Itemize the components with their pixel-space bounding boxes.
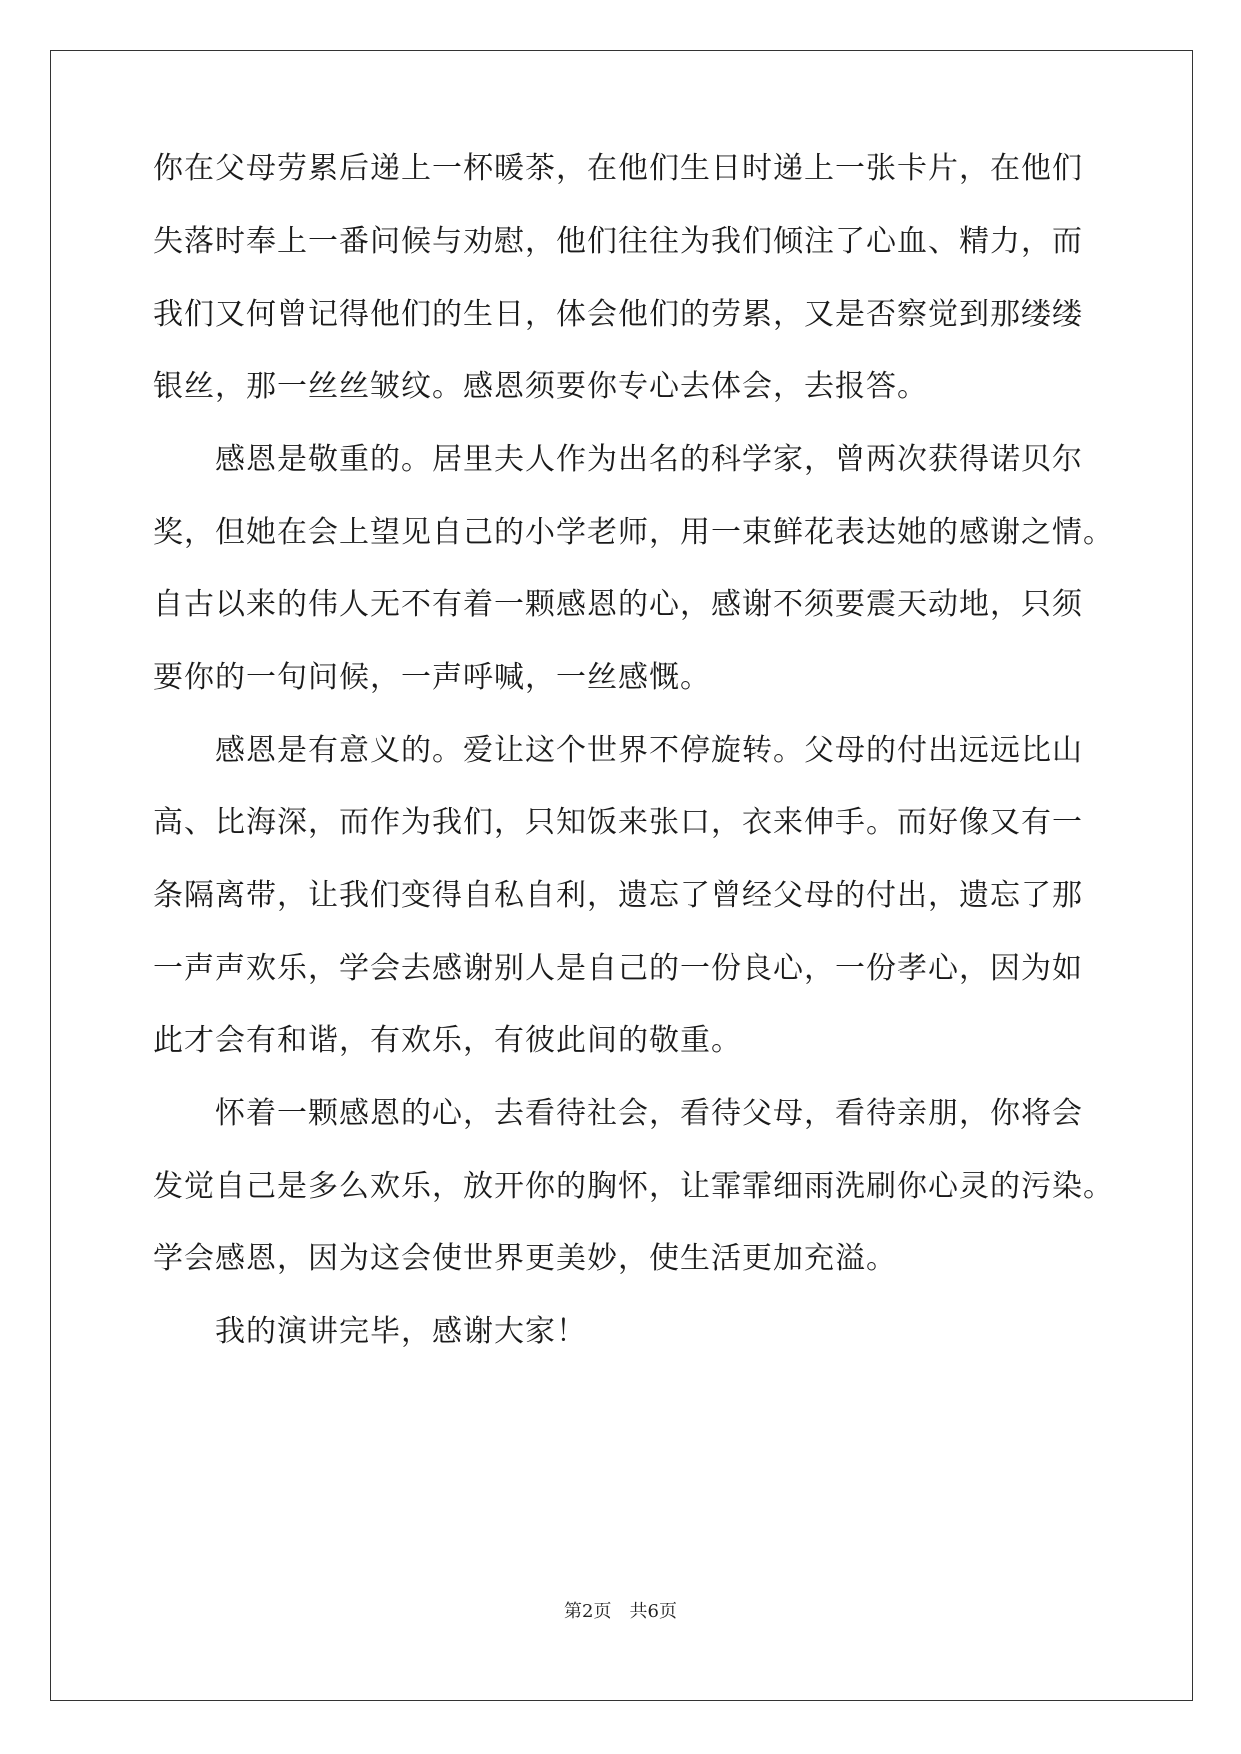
text-line: 一声声欢乐，学会去感谢别人是自己的一份良心，一份孝心，因为如 [153,951,1083,986]
paragraph-start-line: 感恩是敬重的。居里夫人作为出名的科学家，曾两次获得诺贝尔 [215,442,1083,477]
text-line: 失落时奉上一番问候与劝慰，他们往往为我们倾注了心血、精力，而 [153,224,1083,259]
text-line: 高、比海深，而作为我们，只知饭来张口，衣来伸手。而好像又有一 [153,805,1083,840]
text-line: 我们又何曾记得他们的生日，体会他们的劳累，又是否察觉到那缕缕 [153,297,1083,332]
page-total: 共6页 [629,1601,677,1622]
text-line: 发觉自己是多么欢乐，放开你的胸怀，让霏霏细雨洗刷你心灵的污染。 [153,1169,1114,1204]
text-line: 要你的一句问候，一声呼喊，一丝感慨。 [153,660,711,695]
text-line: 条隔离带，让我们变得自私自利，遗忘了曾经父母的付出，遗忘了那 [153,878,1083,913]
text-line: 学会感恩，因为这会使世界更美妙，使生活更加充溢。 [153,1241,897,1276]
text-line: 此才会有和谐，有欢乐，有彼此间的敬重。 [153,1023,742,1058]
paragraph-start-line: 怀着一颗感恩的心，去看待社会，看待父母，看待亲朋，你将会 [215,1096,1083,1131]
paragraph-start-line: 我的演讲完毕，感谢大家！ [215,1314,587,1349]
text-line: 奖，但她在会上望见自己的小学老师，用一束鲜花表达她的感谢之情。 [153,515,1114,550]
text-line: 银丝，那一丝丝皱纹。感恩须要你专心去体会，去报答。 [153,369,928,404]
paragraph-start-line: 感恩是有意义的。爱让这个世界不停旋转。父母的付出远远比山 [215,733,1083,768]
page-footer [0,1600,1241,1624]
page-number: 第2页 [564,1601,612,1622]
text-line: 自古以来的伟人无不有着一颗感恩的心，感谢不须要震天动地，只须 [153,587,1083,622]
text-line: 你在父母劳累后递上一杯暖茶，在他们生日时递上一张卡片，在他们 [153,151,1083,186]
